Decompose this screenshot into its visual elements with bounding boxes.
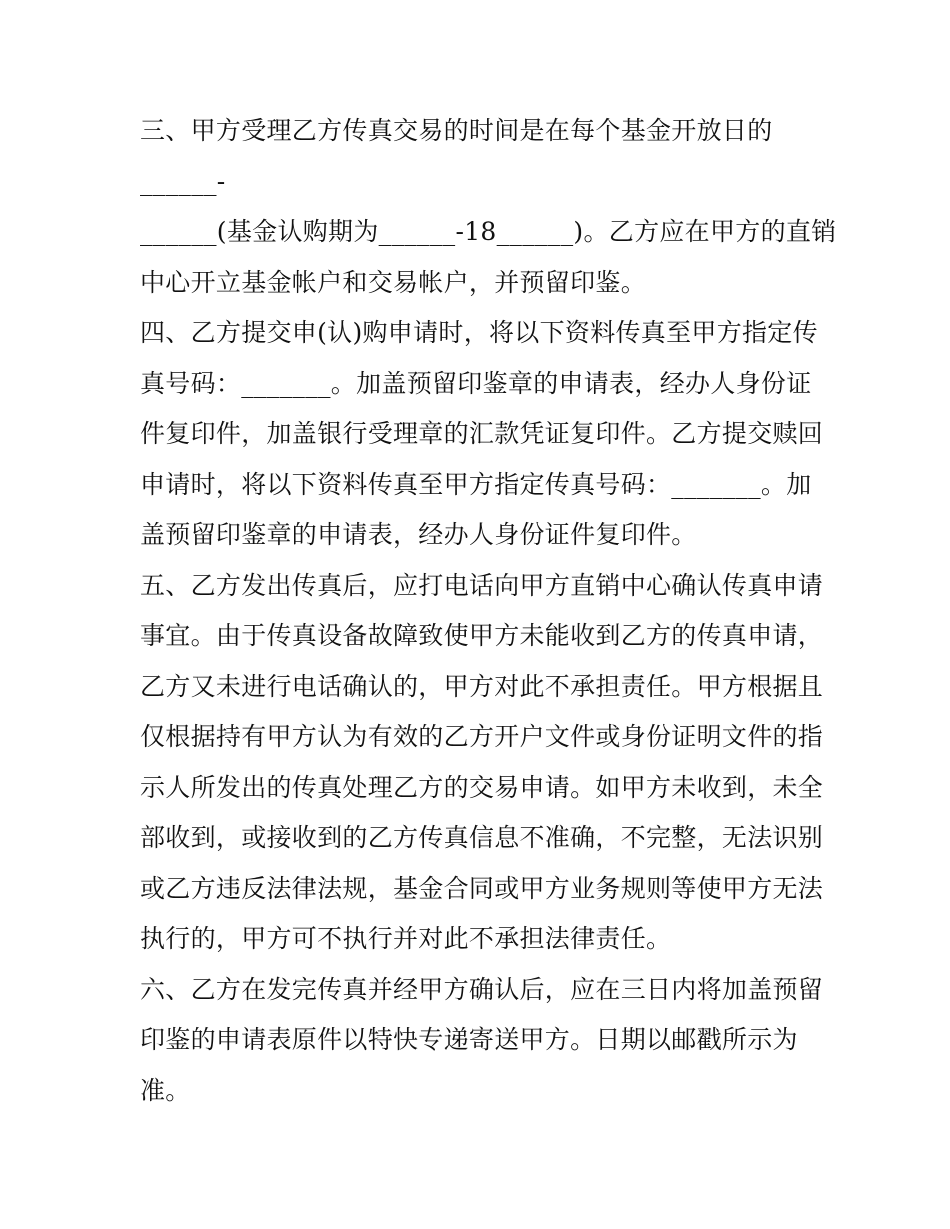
paragraph-line: ______- [140,166,226,196]
paragraph-line: 真号码：_______。加盖预留印鉴章的申请表，经办人身份证 [140,368,812,398]
document-body [140,106,837,1116]
paragraph-line: 执行的，甲方可不执行并对此不承担法律责任。 [140,924,672,953]
paragraph-line: 六、乙方在发完传真并经甲方确认后，应在三日内将加盖预留 [140,974,824,1004]
paragraph-line: 中心开立基金帐户和交易帐户，并预留印鉴。 [140,267,647,297]
paragraph-line: 印鉴的申请表原件以特快专递寄送甲方。日期以邮戳所示为 [140,1025,798,1054]
clause-4-paragraph [140,308,824,561]
paragraph-line: 盖预留印鉴章的申请表，经办人身份证件复印件。 [140,520,697,549]
paragraph-line: 示人所发出的传真处理乙方的交易申请。如甲方未收到，未全 [140,772,824,802]
paragraph-line: 三、甲方受理乙方传真交易的时间是在每个基金开放日的 [140,116,773,145]
paragraph-line: 准。 [140,1075,191,1105]
paragraph-line: 件复印件，加盖银行受理章的汇款凭证复印件。乙方提交赎回 [140,419,824,448]
paragraph-line: 事宜。由于传真设备故障致使甲方未能收到乙方的传真申请， [140,621,824,650]
clause-5-paragraph [140,561,824,965]
paragraph-line: 仅根据持有甲方认为有效的乙方开户文件或身份证明文件的指 [140,722,824,751]
clause-6-paragraph [140,965,824,1117]
paragraph-line: 或乙方违反法律法规，基金合同或甲方业务规则等使甲方无法 [140,873,824,903]
clause-3-paragraph [140,106,837,308]
paragraph-line: 部收到，或接收到的乙方传真信息不准确，不完整，无法识别 [140,823,824,852]
paragraph-line: 乙方又未进行电话确认的，甲方对此不承担责任。甲方根据且 [140,671,824,701]
paragraph-line: ______(基金认购期为______-18______)。乙方应在甲方的直销 [140,217,837,246]
paragraph-line: 四、乙方提交申(认)购申请时，将以下资料传真至甲方指定传 [140,318,818,347]
paragraph-line: 申请时，将以下资料传真至甲方指定传真号码：_______。加 [140,469,812,499]
paragraph-line: 五、乙方发出传真后，应打电话向甲方直销中心确认传真申请 [140,570,824,600]
